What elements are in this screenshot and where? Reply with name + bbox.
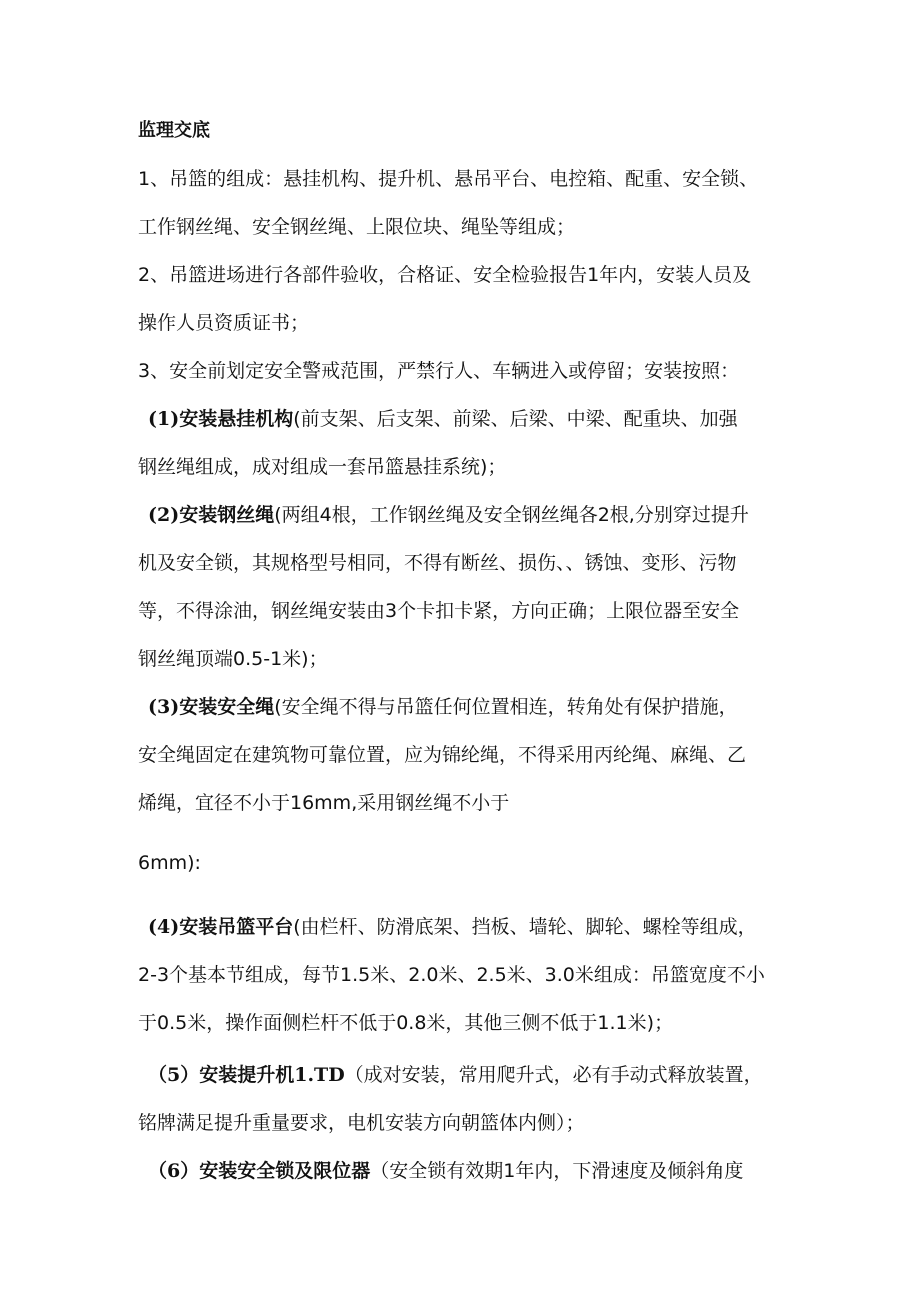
text-line-4 — [138, 311, 309, 335]
text-line-3 — [138, 263, 751, 287]
line-text: 1、吊篮的组成：悬挂机构、提升机、悬吊平台、电控箱、配重、安全锁、 — [138, 168, 759, 190]
line-text: 安全绳固定在建筑物可靠位置，应为锦纶绳，不得采用丙纶绳、麻绳、乙 — [138, 744, 747, 766]
line-text: 于0.5米，操作面侧栏杆不低于0.8米，其他三侧不低于1.1米)； — [138, 1012, 674, 1034]
text-line-7 — [138, 455, 506, 479]
line-text: (安全绳不得与吊篮任何位置相连，转角处有保护措施， — [274, 696, 738, 718]
line-text: (前支架、后支架、前梁、后梁、中梁、配重块、加强 — [293, 408, 738, 430]
text-line-12 — [148, 695, 738, 719]
text-line-21 — [148, 1159, 743, 1183]
text-line-9 — [138, 551, 737, 575]
text-line-2 — [138, 215, 575, 239]
line-text: 等，不得涂油，钢丝绳安装由3个卡扣卡紧，方向正确；上限位器至安全 — [138, 600, 740, 622]
line-text: 钢丝绳顶端0.5-1米)； — [138, 648, 328, 670]
text-line-1 — [138, 167, 758, 191]
line-text: 钢丝绳组成，成对组成一套吊篮悬挂系统)； — [138, 456, 507, 478]
text-line-13 — [138, 743, 746, 767]
line-text: 铭牌满足提升重量要求，电机安装方向朝篮体内侧）； — [138, 1112, 585, 1134]
line-text: 烯绳，宜径不小于16mm,采用钢丝绳不小于 — [138, 792, 510, 814]
line-text: 2-3个基本节组成，每节1.5米、2.0米、2.5米、3.0米组成：吊篮宽度不小 — [138, 964, 765, 986]
section-heading: （6）安装安全锁及限位器 — [148, 1160, 371, 1182]
section-heading: (1)安装悬挂机构 — [148, 408, 294, 430]
line-text: (两组4根，工作钢丝绳及安全钢丝绳各2根,分别穿过提升 — [274, 504, 749, 526]
line-text: （成对安装，常用爬升式，必有手动式释放装置， — [344, 1064, 763, 1086]
line-text: 2、吊篮进场进行各部件验收，合格证、安全检验报告1年内，安装人员及 — [138, 264, 752, 286]
text-line-8 — [148, 503, 749, 527]
text-line-10 — [138, 599, 739, 623]
text-line-17 — [138, 963, 765, 987]
text-line-14 — [138, 791, 509, 815]
text-line-16 — [148, 915, 757, 939]
text-line-11 — [138, 647, 328, 671]
section-heading: （5）安装提升机1.TD — [148, 1064, 345, 1086]
line-text: 工作钢丝绳、安全钢丝绳、上限位块、绳坠等组成； — [138, 216, 576, 238]
line-text: 操作人员资质证书； — [138, 312, 310, 334]
section-heading: (2)安装钢丝绳 — [148, 504, 275, 526]
line-text: 3、安全前划定安全警戒范围，严禁行人、车辆进入或停留；安装按照： — [138, 360, 740, 382]
document-title: 监理交底 — [138, 120, 210, 141]
text-line-15 — [138, 851, 201, 875]
text-line-5 — [138, 359, 739, 383]
line-text: (由栏杆、防滑底架、挡板、墙轮、脚轮、螺栓等组成， — [293, 916, 757, 938]
line-text: 6mm): — [138, 852, 201, 874]
section-heading: (3)安装安全绳 — [148, 696, 275, 718]
text-line-20 — [138, 1111, 585, 1135]
line-text: （安全锁有效期1年内，下滑速度及倾斜角度 — [370, 1160, 744, 1182]
line-text: 机及安全锁，其规格型号相同，不得有断丝、损伤、、锈蚀、变形、污物 — [138, 552, 737, 574]
section-heading: (4)安装吊篮平台 — [148, 916, 294, 938]
text-line-18 — [138, 1011, 673, 1035]
text-line-6 — [148, 407, 738, 431]
text-line-19 — [148, 1063, 763, 1087]
